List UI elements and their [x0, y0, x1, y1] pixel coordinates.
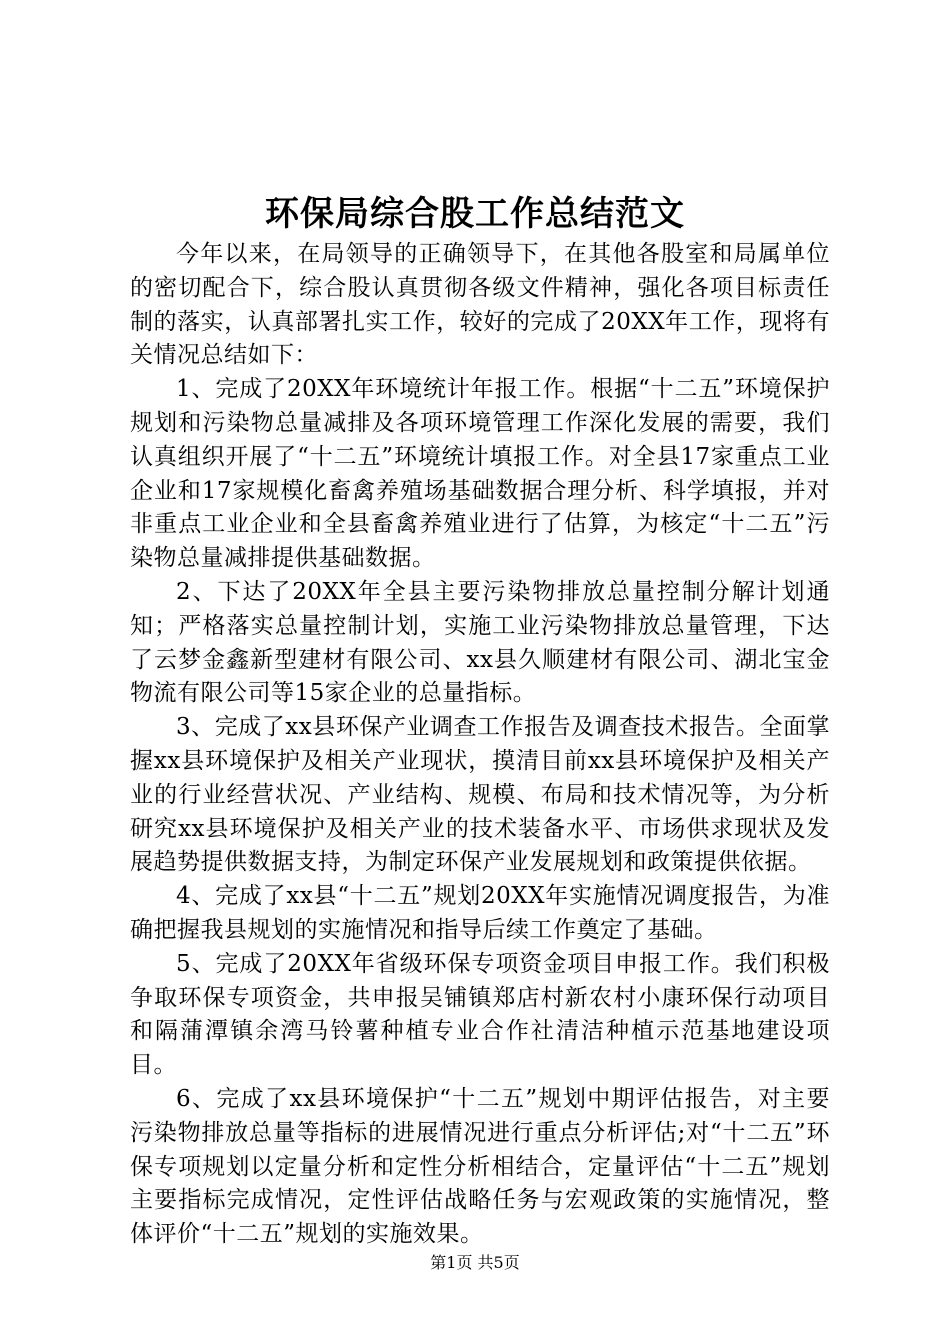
paragraph-item-5: 5、完成了20XX年省级环保专项资金项目申报工作。我们积极争取环保专项资金，共申报吴铺镇郑店村新农村小康环保行动项目和隔蒲潭镇余湾马铃薯种植专业合作社清洁种植示范基地建设项目。: [130, 950, 830, 1079]
paragraph-item-3: 3、完成了xx县环保产业调查工作报告及调查技术报告。全面掌握xx县环境保护及相关产业现状，摸清目前xx县环境保护及相关产业的行业经营状况、产业结构、规模、布局和技术情况等，为分析研究xx县环境保护及相关产业的技术装备水平、市场供求现状及发展趋势提供数据支持，为制定环保产业发展规划和政策提供依据。: [130, 714, 830, 876]
paragraph-intro: 今年以来，在局领导的正确领导下，在其他各股室和局属单位的密切配合下，综合股认真贯彻各级文件精神，强化各项目标责任制的落实，认真部署扎实工作，较好的完成了20XX年工作，现将有关情况总结如下：: [130, 241, 830, 369]
document-body: [130, 238, 830, 1252]
paragraph-item-1: 1、完成了20XX年环境统计年报工作。根据“十二五”环境保护规划和污染物总量减排及各项环境管理工作深化发展的需要，我们认真组织开展了“十二五”环境统计填报工作。对全县17家重点工业企业和17家规模化畜禽养殖场基础数据合理分析、科学填报，并对非重点工业企业和全县畜禽养殖业进行了估算，为核定“十二五”污染物总量减排提供基础数据。: [130, 376, 830, 572]
page-footer: 第1页 共5页: [430, 1253, 520, 1272]
document-title: 环保局综合股工作总结范文: [265, 194, 685, 234]
paragraph-item-4: 4、完成了xx县“十二五”规划20XX年实施情况调度报告，为准确把握我县规划的实施情况和指导后续工作奠定了基础。: [130, 883, 830, 943]
paragraph-item-6: 6、完成了xx县环境保护“十二五”规划中期评估报告，对主要污染物排放总量等指标的进展情况进行重点分析评估;对“十二五”环保专项规划以定量分析和定性分析相结合，定量评估“十二五”规划主要指标完成情况，定性评估战略任务与宏观政策的实施情况，整体评价“十二五”规划的实施效果。: [130, 1085, 830, 1248]
paragraph-item-2: 2、下达了20XX年全县主要污染物排放总量控制分解计划通知；严格落实总量控制计划，实施工业污染物排放总量管理，下达了云梦金鑫新型建材有限公司、xx县久顺建材有限公司、湖北宝金物流有限公司等15家企业的总量指标。: [130, 578, 830, 707]
